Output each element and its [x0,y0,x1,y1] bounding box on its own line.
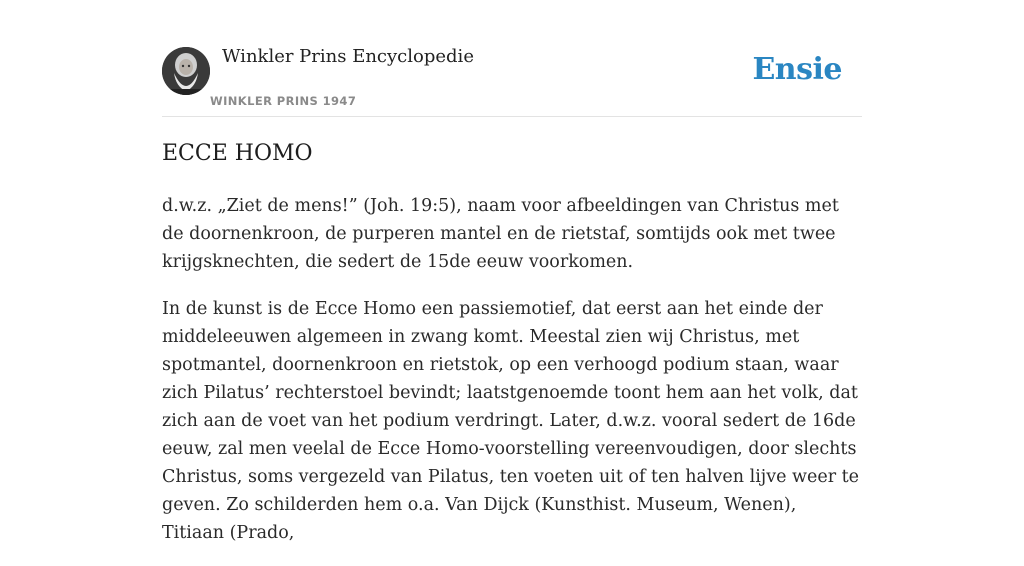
site-logo[interactable]: Ensie [752,52,842,87]
article-paragraph: d.w.z. „Ziet de mens!” (Joh. 19:5), naam voor afbeeldingen van Christus met de doornenkroon, de purperen mantel en de rietstaf, somtijds ook met twee krijgsknechten, die sedert de 15de eeuw voorkomen. [162,196,839,272]
article-body [162,192,862,566]
article-title: ECCE HOMO [162,141,313,166]
article-paragraph: In de kunst is de Ecce Homo een passiemotief, dat eerst aan het einde der middeleeuwen algemeen in zwang komt. Meestal zien wij Christus, met spotmantel, doornenkroon en rietstok, op een verhoogd podium staan, waar zich Pilatus’ rechterstoel bevindt; laatstgenoemde toont hem aan het volk, dat zich aan de voet van het podium verdringt. Later, d.w.z. vooral sedert de 16de eeuw, zal men veelal de Ecce Homo-voorstelling vereenvoudigen, door slechts Christus, soms vergezeld van Pilatus, ten voeten uit of ten halven lijve weer te geven. Zo schilderden hem o.a. Van Dijck (Kunsthist. Museum, Wenen), Titiaan (Prado, [162,299,860,543]
source-header [162,0,862,117]
portrait-icon [162,47,210,95]
source-name[interactable]: Winkler Prins Encyclopedie [222,46,474,67]
source-edition[interactable]: WINKLER PRINS 1947 [210,94,357,108]
author-avatar[interactable] [162,47,210,95]
page [162,0,862,543]
